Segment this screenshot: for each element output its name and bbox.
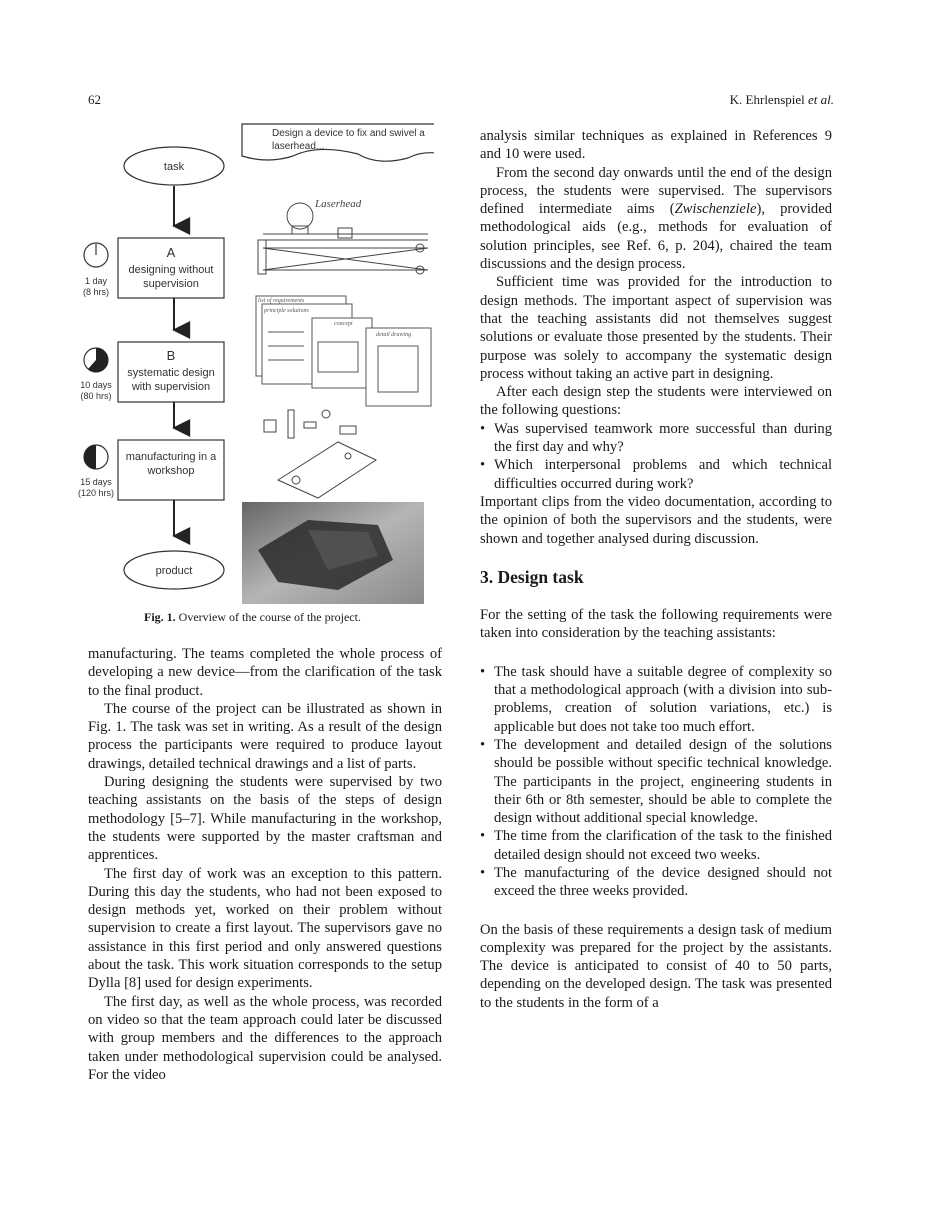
laserhead-sketch [258,203,428,274]
running-head-authors: K. Ehrlenspiel [729,92,805,107]
paragraph: Sufficient time was provided for the introduction to design methods. The important aspect of supervision was that the teaching assistants did not themselves suggest solutions or evaluate those presented by the students. Their purpose was solely to accompany the systematic design process without taking an active part in designing. [480,274,832,382]
task-label: task [163,161,185,173]
stage-b-letter: B [166,348,176,363]
paragraph-text: From the second day onwards until the end of the design process, the students were supervised. The supervisors defined intermediate aims ( [480,164,832,218]
paragraph: The course of the project can be illustrated as shown in Fig. 1. The task was set in writing. As a result of the design process the participants were required to produce layout drawings, detailed technical drawings and a list of parts. [88,700,442,772]
stage-c-line2: workshop [147,465,195,477]
section-heading: 3. Design task [480,566,584,587]
paragraph [480,164,832,274]
stage-b-duration2: (80 hrs) [80,391,112,401]
sketch-principle-label: principle solutions [264,308,309,314]
list-item: • The manufacturing of the device designed should not exceed the three weeks provided. [480,864,832,901]
paragraph: analysis similar techniques as explained in References 9 and 10 were used. [480,128,832,163]
paragraph: On the basis of these requirements a design task of medium complexity was prepared for the project by the assistants. The device is anticipated to consist of 40 to 50 parts, depending on the developed design. The task was presented to the students in the form of a [480,921,832,1011]
list-item: • Was supervised teamwork more successful than during the first day and why? [480,420,832,457]
running-head-etal: et al. [808,92,834,107]
parts-sketch [264,410,376,498]
paragraph: During designing the students were supervised by two teaching assistants on the basis of the steps of design methodology [5–7]. While manufacturing in the workshop, the students were supported by the master craftsman and apprentices. [88,774,442,864]
sketch-list-label: list of requirements [258,298,305,304]
stage-c-duration2: (120 hrs) [78,488,115,498]
caption-label: Fig. 1. [144,610,176,624]
stage-c-line1: manufacturing in a [125,451,217,463]
paragraph: For the setting of the task the following requirements were taken into consideration by the teaching assistants: [480,607,832,642]
stage-b-duration1: 10 days [80,380,112,390]
paragraph: After each design step the students were interviewed on the following questions: [480,384,832,419]
stage-a-letter: A [166,245,176,260]
list-item: • The task should have a suitable degree of complexity so that a methodological approach (with a division into sub-problems, creation of solution variations, etc.) is applicable but does not take too much effort. [480,663,832,736]
left-column [88,645,442,1084]
product-label: product [155,565,193,577]
paragraph: manufacturing. The teams completed the whole process of developing a new device—from the clarification of the task to the final product. [88,646,442,699]
stage-a-duration1: 1 day [84,276,108,286]
paragraph: The first day, as well as the whole process, was recorded on video so that the team approach could later be discussed with group members and the differences to the approach taken under methodological supervision could be analysed. For the video [88,993,442,1083]
list-item: • The development and detailed design of the solutions should be possible without specific technical knowledge. The participants in the project, engineering students in their 6th or 8th semester, should be able to complete the design without additional special knowledge. [480,736,832,827]
page-number: 62 [88,92,101,107]
list-item: • The time from the clarification of the task to the finished detailed design should not exceed two weeks. [480,827,832,864]
paragraph-text: ), provided methodological aids (e.g., methods for evaluation of solution principles, see Ref. 6, p. 204), chaired the team discussions and the design process. [480,201,832,273]
stage-b-line2: with supervision [131,381,211,393]
requirements-list [480,663,832,901]
question-list [480,420,832,493]
stage-a-line1: designing without [128,264,214,276]
list-item: • Which interpersonal problems and which technical difficulties occurred during work? [480,456,832,493]
sketch-detail-label: detail drawing [376,332,412,338]
figure-1 [78,120,434,630]
caption-text: Overview of the course of the project. [178,610,361,624]
stage-b-line1: systematic design [127,367,215,379]
running-head [730,92,834,108]
stage-a-duration2: (8 hrs) [82,287,110,297]
task-statement-line2: laserhead... [272,141,325,152]
stage-a-line2: supervision [143,278,199,290]
paragraph-italic: Zwischenziele [674,201,757,218]
paragraph: Important clips from the video documentation, according to the opinion of both the supervisors and the students, were shown and together analysed during discussion. [480,493,832,547]
laserhead-label: Laserhead [315,198,362,210]
task-statement-line1: Design a device to fix and swivel a [272,128,425,139]
right-column [480,127,832,1012]
sketch-concept-label: concept [334,321,353,327]
paragraph: The first day of work was an exception to this pattern. During this day the students, who had not been exposed to design methods yet, worked on their problem without supervision to create a first layout. The supervisors gave no assistance in this first period and only answered questions about the task. This work situation corresponds to the setup Dylla [8] used for design experiments. [88,865,442,992]
figure-caption [144,610,361,625]
stage-c-duration1: 15 days [80,477,112,487]
process-flow-diagram [78,120,434,610]
